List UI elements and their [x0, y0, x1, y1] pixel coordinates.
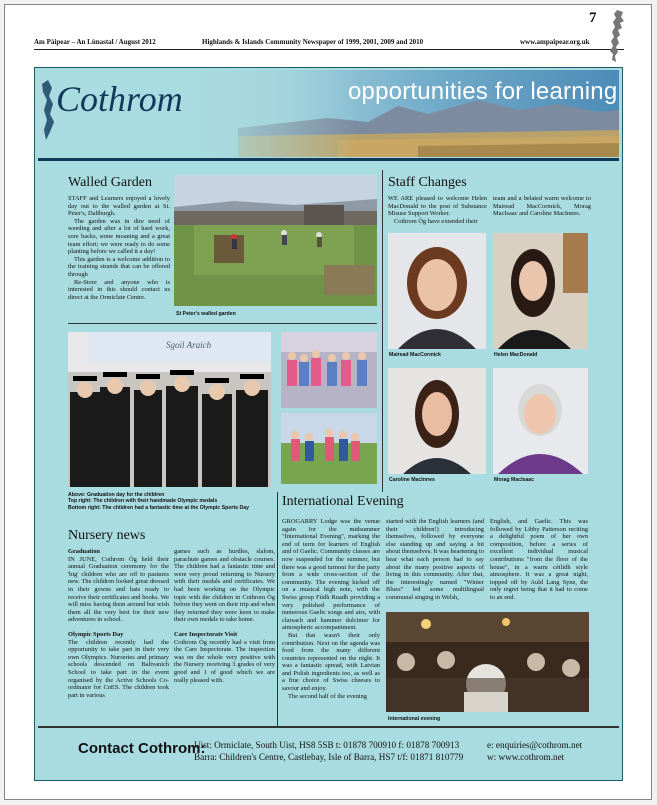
paragraph: STAFF and Learners enjoyed a lovely day out to the walled garden at St. Peter's, Daliburgh. [68, 195, 170, 218]
staff-changes-text-col2 [493, 195, 591, 218]
banner-tagline: opportunities for learning [348, 78, 618, 105]
staff-changes-title: Staff Changes [388, 175, 467, 190]
portrait-mairead-maccormick [388, 233, 486, 349]
international-text-col3 [490, 518, 588, 602]
name-caption: Caroline MacInnes [389, 477, 435, 483]
page-number: 7 [589, 10, 597, 26]
subheading: Olympic Sports Day [68, 630, 124, 638]
contact-website[interactable]: w: www.cothrom.net [487, 752, 565, 762]
paragraph: started with the English learners (and their children!) introducing themselves, followed by everyone else standing up and saying a bit about themselves. It was heartening to hear what each person had to say about the many positive aspects of living in this community. After that, the interestingly named "Winter Blues" led some multilingual communal singing in Welsh, [386, 518, 484, 601]
portrait-helen-macdonald [493, 233, 588, 349]
paragraph: The garden was in dire need of weeding and after a lot of hard work, sore backs, some moaning and a great team effort; we were ready to do some planting before we called it a day! [68, 217, 170, 256]
nursery-news-title: Nursery news [68, 528, 146, 543]
paragraph: The second half of the evening [288, 692, 367, 700]
paragraph: team and a belated warm welcome to Mairead MacCormick, Morag MacIsaac and Caroline MacInnes. [493, 195, 591, 218]
name-caption: Helen MacDonald [494, 352, 538, 358]
walled-garden-title: Walled Garden [68, 175, 152, 190]
nursery-text-col1 [68, 548, 169, 699]
cothrom-banner [38, 70, 619, 157]
nursery-sign: Sgoil Araich [166, 340, 212, 350]
portrait-morag-macisaac [493, 368, 588, 474]
islands-map-icon [605, 8, 627, 64]
contact-title: Contact Cothrom: [78, 740, 206, 757]
paragraph: games such as hurdles, slalom, parachute games and obstacle courses. The children had a fantastic time and were very proud returning to Nursery with their medals and certificates. We had been working on the Olympic topic with the children in Cothrom Òg before they went on their trip and when they returned they were keen to make their own medals to take home. [174, 548, 275, 624]
caption-line: Above: Graduation day for the children [68, 492, 165, 498]
cothrom-logo: Cothrom [56, 79, 183, 119]
olympic-medals-photo [281, 332, 377, 408]
paragraph: The children recently had the opportunity to take part in their very own Olympics. Nurseries and primary schools descended on Balivanich School to take part in the event organised by the Active Schools Co-ordinator for CnES. The children took part in various [68, 638, 169, 699]
name-caption: Mairead MacCormick [389, 352, 441, 358]
paragraph: English, and Gaelic. This was followed by Libby Patterson reciting a delightful poem of her own composition, before a series of excellent individual musical contributions "from the floor of the house", in a warm cèilidh style atmosphere. It was a great night, topped off by Auld Lang Syne, the only regret being that it had to come to an end. [490, 518, 588, 601]
nursery-text-col2 [174, 548, 275, 684]
subheading: Graduation [68, 548, 100, 555]
paragraph: WE ARE pleased to welcome Helen MacDonald to the post of Substance Misuse Support Worker. [388, 195, 487, 218]
paragraph: This garden is a welcome addition to the training strands that can be offered through [68, 255, 170, 278]
contact-uist: Uist: Ormiclate, South Uist, HS8 5SB t: 01878 700910 f: 01878 700913 [194, 740, 460, 750]
caption-line: Top right: The children with their handmade Olympic medals [68, 498, 218, 505]
sports-day-photo [281, 413, 377, 484]
walled-garden-photo [174, 175, 377, 306]
column-divider [382, 170, 383, 492]
column-divider [277, 492, 278, 726]
international-evening-photo [386, 612, 589, 712]
caption-line: Bottom right: The children had a fantastic time at the Olympic Sports Day [68, 504, 250, 511]
walled-garden-caption: St Peter's walled garden [176, 311, 236, 317]
graduation-photo [68, 332, 271, 487]
international-evening-title: International Evening [282, 494, 404, 509]
portrait-caroline-macinnes [388, 368, 486, 474]
divider [68, 323, 377, 324]
paragraph: But that wasn't their only contribution. Next on the agenda was food from the many different countries represented on the night. It was a fantastic spread, with Latvian and Polish ingredients too, as well as a fine choice of Swiss cheeses to savour and enjoy. [282, 631, 380, 693]
international-evening-caption: International evening [388, 716, 441, 722]
paragraph: GROGARRY Lodge was the venue again for the midsummer "International Evening", marking the end of term for learners of English and of Gaelic. Community classes are now suspended for the summer, but there was a good turnout for the party from a wide cross-section of the community. The evening kicked off on a musical high note, with the Swiss group Fiìdh Ruadh providing a very polished performance of numerous Gaelic songs and airs, with clarsach and hammer dulcimer for atmospheric accompaniment. [282, 518, 380, 632]
header-website[interactable]: www.ampaipear.org.uk [520, 38, 590, 46]
page-header [34, 36, 624, 50]
paragraph: Cothrom Òg recently had a visit from the Care Inspectorate. The inspection was on the whole very positive with the Nursery receiving 3 grades of very good and 1 of good which we are really pleased with. [174, 638, 275, 684]
paragraph: Cothrom Òg have extended their [394, 217, 478, 225]
subheading: Care Inspectorate Visit [174, 630, 238, 638]
staff-changes-text-col1 [388, 195, 487, 225]
contact-email[interactable]: e: enquiries@cothrom.net [487, 740, 583, 750]
banner-divider [38, 158, 619, 161]
header-center: Highlands & Islands Community Newspaper of 1999, 2001, 2009 and 2010 [202, 38, 424, 46]
international-text-col2 [386, 518, 484, 602]
name-caption: Morag MacIsaac [494, 477, 535, 483]
paragraph: Re-Store and anyone who is interested in this should contact us direct at the Ormiclate Centre. [68, 278, 170, 301]
header-left: Am Pàipear – An Lùnastal / August 2012 [34, 38, 156, 46]
walled-garden-text [68, 195, 170, 301]
paragraph: IN JUNE, Cothrom Òg held their annual Graduation ceremony for the 'big' children who are off to pastures new. The children looked great dressed in their gowns and hats ready to receive their certificates and books. We will miss having them around but wish them all the very best for their new adventures in school. [68, 555, 169, 624]
contact-divider [38, 726, 619, 728]
contact-barra: Barra: Children's Centre, Castlebay, Isle of Barra, HS7 t/f: 01871 810779 [194, 752, 464, 762]
international-text-col1 [282, 518, 380, 700]
